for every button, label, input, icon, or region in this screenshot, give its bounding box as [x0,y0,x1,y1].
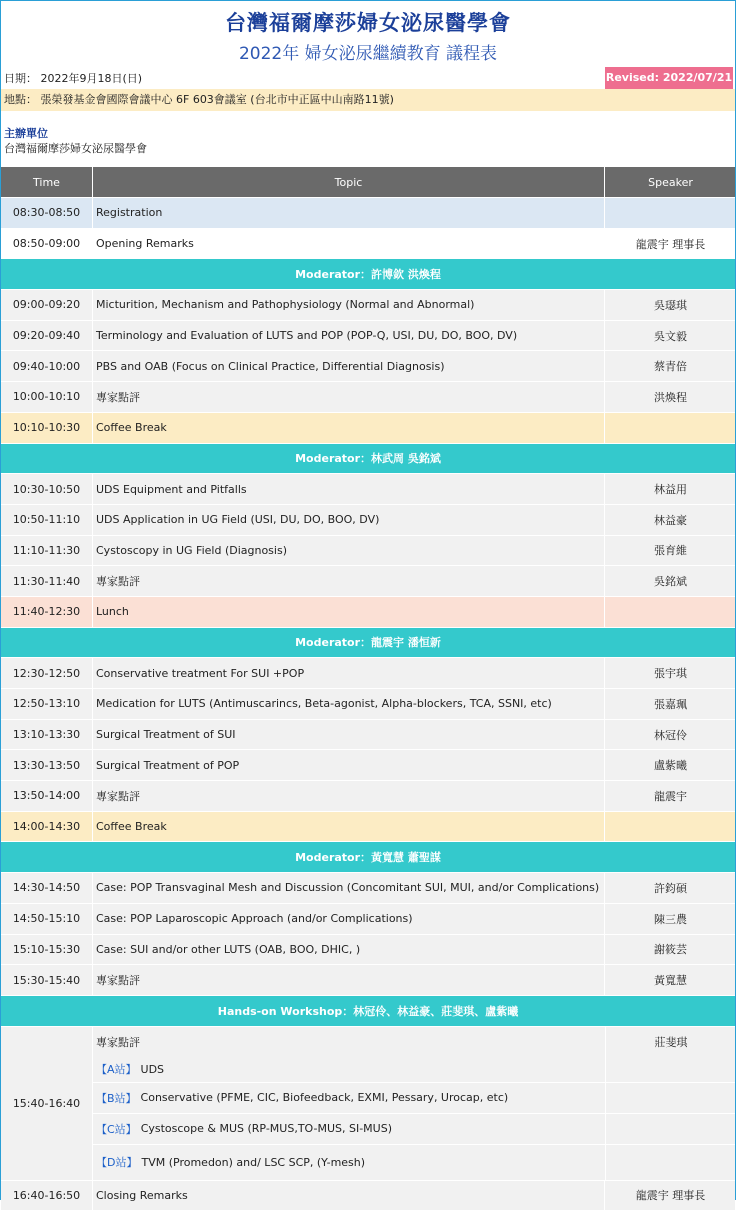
row-speaker: 張嘉珮 [604,689,736,719]
agenda-row [1,229,735,260]
row-time: 09:40-10:00 [12,359,81,373]
row-time: 10:50-11:10 [12,513,81,527]
society-title: 台灣福爾摩莎婦女泌尿醫學會 [225,11,511,35]
row-time: 10:10-10:30 [12,421,81,435]
row-time: 11:40-12:30 [12,605,81,619]
row-time: 10:00-10:10 [12,390,81,404]
agenda-row [1,597,735,628]
station-topic: UDS [140,1062,165,1076]
table-header [1,167,735,198]
row-topic: Medication for LUTS (Antimuscarincs, Beta-agonist, Alpha-blockers, TCA, SSNI, etc) [92,689,604,719]
station-d [92,1145,735,1180]
agenda-row [1,689,735,720]
row-topic: Opening Remarks [92,229,604,259]
row-time: 09:00-09:20 [12,298,81,312]
row-speaker: 林益豪 [604,505,736,535]
row-speaker: 吳璱琪 [604,290,736,320]
row-speaker: 蔡青倍 [604,351,736,381]
workshop-block [1,1027,735,1181]
row-time: 16:40-16:50 [12,1188,81,1202]
row-time: 14:00-14:30 [12,820,81,834]
row-topic: Coffee Break [92,413,604,443]
agenda-row [1,904,735,935]
organizer-name: 台灣福爾摩莎婦女泌尿醫學會 [4,142,147,155]
row-time: 11:30-11:40 [12,574,81,588]
row-speaker: 林冠伶 [604,720,736,750]
workshop-intro-speaker: 莊斐琪 [605,1027,736,1057]
agenda-row [1,290,735,321]
row-topic: PBS and OAB (Focus on Clinical Practice, Differential Diagnosis) [92,351,604,381]
moderator-row [1,996,735,1027]
agenda-row [1,720,735,751]
agenda-subtitle: 2022年 婦女泌尿繼續教育 議程表 [238,44,498,64]
organizer-heading: 主辦單位 [4,127,48,140]
row-speaker [604,413,736,443]
station-tag: 【D站】 [96,1156,138,1170]
row-topic: Coffee Break [92,812,604,842]
station-topic: Conservative (PFME, CIC, Biofeedback, EXMI, Pessary, Urocap, etc) [140,1091,509,1105]
row-time: 12:50-13:10 [12,697,81,711]
row-speaker: 吳銘斌 [604,566,736,596]
row-speaker [604,198,736,228]
moderator-label: Moderator：許博欽 洪煥程 [295,268,441,282]
row-speaker: 洪煥程 [604,382,736,412]
workshop-intro-topic: 專家點評 [96,1035,140,1049]
station-c [92,1114,735,1144]
row-topic: Case: POP Laparoscopic Approach (and/or Complications) [92,904,604,934]
row-speaker: 許鈞碩 [604,873,736,903]
moderator-row [1,842,735,873]
agenda-row [1,566,735,597]
station-tag: 【C站】 [96,1122,137,1136]
moderator-label: Hands-on Workshop：林冠伶、林益豪、莊斐琪、盧紫曦 [217,1004,519,1018]
row-speaker: 吳文毅 [604,321,736,351]
row-time: 15:30-15:40 [12,973,81,987]
row-topic: UDS Application in UG Field (USI, DU, DO, BOO, DV) [92,505,604,535]
station-topic: Cystoscope & MUS (RP-MUS,TO-MUS, SI-MUS) [140,1122,393,1136]
agenda-row [1,658,735,689]
revised-badge: Revised: 2022/07/21 [605,67,733,89]
row-time: 14:30-14:50 [12,881,81,895]
station-topic: TVM (Promedon) and/ LSC SCP, (Y-mesh) [141,1155,366,1169]
agenda-row [1,413,735,444]
agenda-table [1,167,735,1211]
row-speaker: 張育維 [604,536,736,566]
row-speaker: 龍震宇 理事長 [604,229,736,259]
agenda-row [1,382,735,413]
row-topic: UDS Equipment and Pitfalls [92,474,604,504]
workshop-time: 15:40-16:40 [12,1096,81,1110]
row-speaker: 龍震宇 理事長 [604,1181,736,1211]
row-topic: 專家點評 [92,382,604,412]
row-speaker: 盧紫曦 [604,750,736,780]
row-time: 14:50-15:10 [12,912,81,926]
row-topic: Micturition, Mechanism and Pathophysiology (Normal and Abnormal) [92,290,604,320]
agenda-row [1,198,735,229]
row-speaker: 陳三農 [604,904,736,934]
row-time: 08:50-09:00 [12,237,81,251]
row-topic: Closing Remarks [92,1181,604,1211]
event-location: 地點： 張榮發基金會國際會議中心 6F 603會議室 (台北市中正區中山南路11號) [1,89,735,111]
agenda-row [1,474,735,505]
moderator-label: Moderator：龍震宇 潘恒新 [295,636,441,650]
station-a [92,1057,735,1082]
moderator-row [1,444,735,475]
row-topic: Surgical Treatment of POP [92,750,604,780]
row-speaker: 黃寬慧 [604,965,736,995]
row-topic: Case: SUI and/or other LUTS (OAB, BOO, DHIC, ) [92,935,604,965]
closing-row [1,1181,735,1211]
row-topic: Lunch [92,597,604,627]
row-time: 10:30-10:50 [12,482,81,496]
row-speaker: 張宇琪 [604,658,736,688]
row-speaker: 龍震宇 [604,781,736,811]
row-topic: Registration [92,198,604,228]
row-speaker: 林益用 [604,474,736,504]
row-topic: 專家點評 [92,566,604,596]
row-time: 13:30-13:50 [12,758,81,772]
agenda-row [1,873,735,904]
event-date: 日期： 2022年9月18日(日) [4,72,143,85]
header-speaker: Speaker [604,167,736,197]
row-time: 13:50-14:00 [12,789,81,803]
station-tag: 【A站】 [96,1063,137,1077]
moderator-label: Moderator：林武周 吳銘斌 [295,452,441,466]
moderator-row [1,628,735,659]
row-topic: 專家點評 [92,965,604,995]
row-time: 12:30-12:50 [12,666,81,680]
station-tag: 【B站】 [96,1091,137,1105]
header-time: Time [33,175,60,189]
moderator-row [1,259,735,290]
agenda-row [1,536,735,567]
workshop-intro [92,1027,735,1057]
row-topic: Terminology and Evaluation of LUTS and POP (POP-Q, USI, DU, DO, BOO, DV) [92,321,604,351]
agenda-row [1,812,735,843]
row-speaker [604,597,736,627]
row-topic: Cystoscopy in UG Field (Diagnosis) [92,536,604,566]
row-topic: Conservative treatment For SUI +POP [92,658,604,688]
agenda-row [1,505,735,536]
agenda-row [1,321,735,352]
row-time: 09:20-09:40 [12,329,81,343]
row-time: 15:10-15:30 [12,942,81,956]
agenda-row [1,781,735,812]
moderator-label: Moderator：黃寬慧 蕭聖謀 [295,851,441,865]
agenda-row [1,750,735,781]
row-time: 11:10-11:30 [12,543,81,557]
row-time: 13:10-13:30 [12,728,81,742]
agenda-row [1,935,735,966]
station-b [92,1083,735,1113]
header-topic: Topic [92,167,604,197]
agenda-row [1,351,735,382]
agenda-row [1,965,735,996]
row-speaker: 謝筱芸 [604,935,736,965]
row-topic: Case: POP Transvaginal Mesh and Discussion (Concomitant SUI, MUI, and/or Complications) [92,873,604,903]
row-time: 08:30-08:50 [12,206,81,220]
row-topic: Surgical Treatment of SUI [92,720,604,750]
row-speaker [604,812,736,842]
row-topic: 專家點評 [92,781,604,811]
